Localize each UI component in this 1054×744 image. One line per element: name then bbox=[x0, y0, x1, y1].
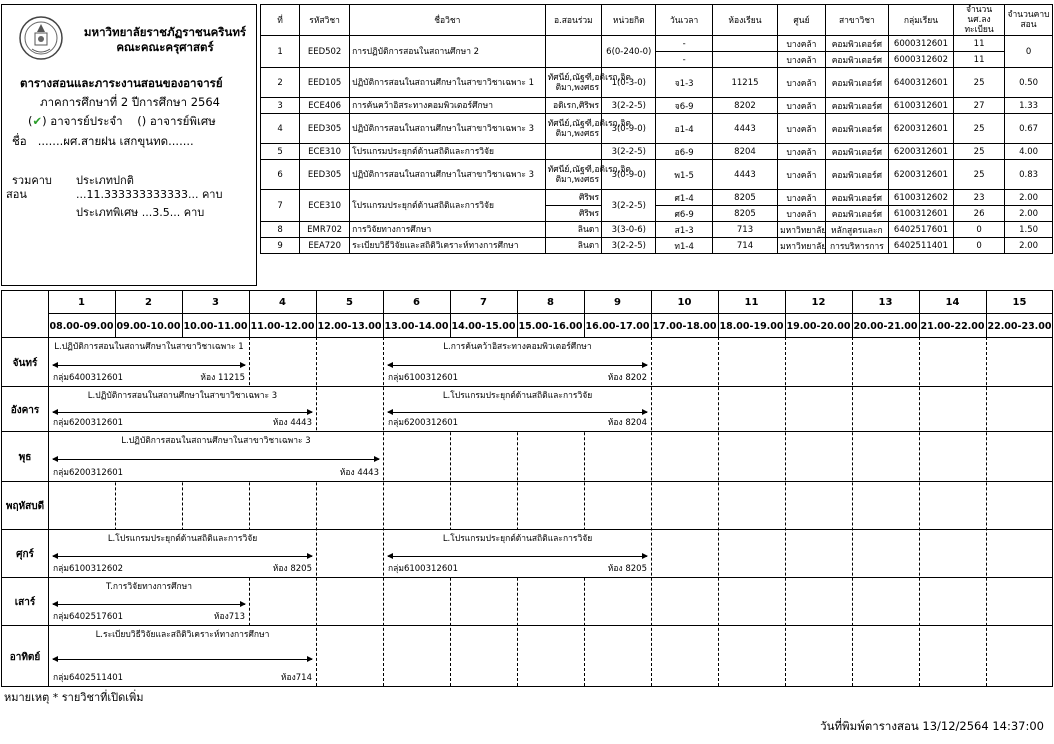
day-label: อาทิตย์ bbox=[9, 651, 41, 663]
course-cell-room: 8205 bbox=[712, 206, 777, 222]
course-cell-students: 25 bbox=[954, 114, 1005, 144]
col-header: ศูนย์ bbox=[778, 5, 826, 36]
slot-time: 09.00-10.00 bbox=[116, 321, 181, 332]
course-cell-room: 4443 bbox=[712, 114, 777, 144]
col-header: จำนวน นศ.ลงทะเบียน bbox=[954, 5, 1005, 36]
slot-time: 12.00-13.00 bbox=[317, 321, 382, 332]
col-header: กลุ่มเรียน bbox=[888, 5, 953, 36]
col-header: ชื่อวิชา bbox=[350, 5, 546, 36]
class-group: กลุ่ม6402517601 bbox=[53, 612, 124, 622]
duration-arrow-icon bbox=[388, 412, 647, 413]
weekly-schedule bbox=[1, 290, 1053, 687]
class-group: กลุ่ม6100312601 bbox=[388, 564, 459, 574]
course-cell-group: 6402517601 bbox=[888, 222, 953, 238]
class-title: L.ปฏิบัติการสอนในสถานศึกษาในสาขาวิชาเฉพาะ 3 bbox=[121, 436, 311, 446]
class-room: ห้อง 11215 bbox=[200, 373, 245, 383]
slot-time: 21.00-22.00 bbox=[920, 321, 985, 332]
duration-arrow-icon bbox=[53, 659, 312, 660]
class-room: ห้อง714 bbox=[280, 673, 312, 683]
course-cell-major: คอมพิวเตอร์ศ bbox=[825, 98, 888, 114]
course-row bbox=[261, 68, 1053, 98]
class-group: กลุ่ม6100312601 bbox=[388, 373, 459, 383]
course-cell-name: การค้นคว้าอิสระทางคอมพิวเตอร์ศึกษา bbox=[350, 98, 546, 114]
course-cell-major: คอมพิวเตอร์ศ bbox=[825, 144, 888, 160]
class-block bbox=[49, 626, 316, 686]
duration-arrow-icon bbox=[53, 556, 312, 557]
course-cell-credit: 3(2-2-5) bbox=[602, 238, 656, 254]
course-cell-center: บางคล้า bbox=[778, 144, 826, 160]
slot-number: 15 bbox=[1012, 297, 1027, 308]
course-cell-time: - bbox=[656, 36, 712, 52]
course-row bbox=[261, 144, 1053, 160]
col-header: สาขาวิชา bbox=[825, 5, 888, 36]
class-title: L.ปฏิบัติการสอนในสถานศึกษาในสาขาวิชาเฉพาะ 1 bbox=[54, 342, 244, 352]
course-cell-students: 26 bbox=[954, 206, 1005, 222]
page-title: ตารางสอนและภาระงานสอนของอาจารย์ bbox=[20, 76, 223, 90]
faculty-name: คณะคณะครุศาสตร์ bbox=[116, 40, 214, 54]
duration-arrow-icon bbox=[53, 459, 379, 460]
course-header-row bbox=[261, 5, 1053, 36]
col-header: อ.สอนร่วม bbox=[545, 5, 601, 36]
course-cell-group: 6100312601 bbox=[888, 206, 953, 222]
class-room: ห้อง 8205 bbox=[272, 564, 312, 574]
course-cell-room bbox=[712, 36, 777, 52]
slot-time: 17.00-18.00 bbox=[652, 321, 717, 332]
duration-arrow-icon bbox=[388, 365, 647, 366]
course-cell-group: 6402511401 bbox=[888, 238, 953, 254]
teacher-name bbox=[12, 133, 194, 151]
col-header: ห้องเรียน bbox=[712, 5, 777, 36]
course-cell-room: 8202 bbox=[712, 98, 777, 114]
class-room: ห้อง 8204 bbox=[607, 418, 647, 428]
course-cell-time: อ6-9 bbox=[656, 144, 712, 160]
class-room: ห้อง 4443 bbox=[339, 468, 379, 478]
class-block bbox=[49, 578, 249, 625]
course-cell-room: 4443 bbox=[712, 160, 777, 190]
course-cell-students: 23 bbox=[954, 190, 1005, 206]
class-room: ห้อง 8202 bbox=[607, 373, 647, 383]
course-cell-center: บางคล้า bbox=[778, 206, 826, 222]
slot-time: 08.00-09.00 bbox=[49, 321, 114, 332]
day-row-divider bbox=[2, 481, 1052, 482]
empty-check: () bbox=[137, 114, 147, 128]
col-header: จำนวนคาบสอน bbox=[1005, 5, 1053, 36]
slot-time: 10.00-11.00 bbox=[183, 321, 248, 332]
course-cell-code: ECE406 bbox=[300, 98, 350, 114]
course-cell-center: บางคล้า bbox=[778, 190, 826, 206]
name-value: .......ผศ.สายฝน เสกขุนทด....... bbox=[37, 134, 194, 148]
course-cell-name: โปรแกรมประยุกต์ด้านสถิติและการวิจัย bbox=[350, 190, 546, 222]
teacher-info-panel bbox=[1, 4, 257, 286]
course-cell-no: 4 bbox=[261, 114, 300, 144]
course-cell-room: 713 bbox=[712, 222, 777, 238]
course-cell-students: 25 bbox=[954, 160, 1005, 190]
day-row-divider bbox=[2, 686, 1052, 687]
slot-divider-dashed bbox=[986, 337, 987, 686]
course-cell-code: ECE310 bbox=[300, 144, 350, 160]
class-room: ห้อง 8205 bbox=[607, 564, 647, 574]
course-cell-center: บางคล้า bbox=[778, 98, 826, 114]
course-cell-credit: 1(0-3-0) bbox=[602, 68, 656, 98]
slot-number: 5 bbox=[346, 297, 353, 308]
course-cell-time: อ1-4 bbox=[656, 114, 712, 144]
course-cell-group: 6200312601 bbox=[888, 144, 953, 160]
course-cell-major: หลักสูตรและก bbox=[825, 222, 888, 238]
course-cell-major: คอมพิวเตอร์ศ bbox=[825, 52, 888, 68]
slot-time: 22.00-23.00 bbox=[987, 321, 1052, 332]
slot-divider-dashed bbox=[785, 337, 786, 686]
check-mark-icon: ✔ bbox=[32, 114, 43, 128]
slot-time: 15.00-16.00 bbox=[518, 321, 583, 332]
course-cell-co: ศิริพร bbox=[545, 190, 601, 206]
course-cell-time: - bbox=[656, 52, 712, 68]
course-cell-center: บางคล้า bbox=[778, 52, 826, 68]
slot-number: 6 bbox=[413, 297, 420, 308]
course-cell-group: 6000312601 bbox=[888, 36, 953, 52]
top-section bbox=[1, 4, 1053, 286]
course-cell-name: ปฏิบัติการสอนในสถานศึกษาในสาขาวิชาเฉพาะ 3 bbox=[350, 160, 546, 190]
slot-number: 10 bbox=[677, 297, 692, 308]
class-title: L.โปรแกรมประยุกต์ด้านสถิติและการวิจัย bbox=[442, 534, 593, 544]
course-cell-co bbox=[545, 36, 601, 68]
col-header: รหัสวิชา bbox=[300, 5, 350, 36]
course-cell-center: บางคล้า bbox=[778, 114, 826, 144]
course-cell-credit: 3(2-2-5) bbox=[602, 144, 656, 160]
slot-time: 16.00-17.00 bbox=[585, 321, 650, 332]
course-cell-time: จ6-9 bbox=[656, 98, 712, 114]
slot-number: 7 bbox=[480, 297, 487, 308]
slot-number: 8 bbox=[547, 297, 554, 308]
class-title: L.ระเบียบวิธีวิจัยและสถิติวิเคราะห์ทางการศึกษา bbox=[95, 630, 270, 640]
course-cell-room: 8204 bbox=[712, 144, 777, 160]
check-close: ) bbox=[42, 114, 47, 128]
course-cell-credit: 3(3-0-6) bbox=[602, 222, 656, 238]
course-cell-major: คอมพิวเตอร์ศ bbox=[825, 206, 888, 222]
course-cell-periods: 1.33 bbox=[1005, 98, 1053, 114]
day-label: ศุกร์ bbox=[16, 549, 34, 560]
course-cell-co: ทัศนีย์,ณัฐฑี,อดิเรก,จิตติมา,พงศธร bbox=[545, 160, 601, 190]
slot-number: 1 bbox=[78, 297, 85, 308]
course-cell-group: 6000312602 bbox=[888, 52, 953, 68]
course-cell-group: 6100312601 bbox=[888, 98, 953, 114]
course-table bbox=[260, 4, 1053, 254]
course-cell-co: ทัศนีย์,ณัฐฑี,อดิเรก,จิตติมา,พงศธร bbox=[545, 68, 601, 98]
course-cell-center: มหาวิทยาลัย bbox=[778, 238, 826, 254]
duration-arrow-icon bbox=[53, 412, 312, 413]
course-cell-students: 11 bbox=[954, 36, 1005, 52]
university-heading bbox=[76, 25, 254, 55]
course-cell-no: 8 bbox=[261, 222, 300, 238]
course-cell-periods: 2.00 bbox=[1005, 190, 1053, 206]
course-cell-room: 11215 bbox=[712, 68, 777, 98]
course-cell-center: บางคล้า bbox=[778, 160, 826, 190]
course-cell-code: ECE310 bbox=[300, 190, 350, 222]
course-cell-co bbox=[545, 144, 601, 160]
duration-arrow-icon bbox=[53, 365, 245, 366]
slot-number: 4 bbox=[279, 297, 286, 308]
course-cell-no: 3 bbox=[261, 98, 300, 114]
day-label: จันทร์ bbox=[12, 357, 38, 369]
regular-label: ประเภทปกติ bbox=[76, 174, 134, 187]
course-row bbox=[261, 160, 1053, 190]
slot-divider-dashed bbox=[718, 337, 719, 686]
class-block bbox=[384, 338, 651, 386]
university-seal-icon bbox=[18, 15, 64, 61]
day-label: พุธ bbox=[18, 452, 32, 463]
course-cell-co: ทัศนีย์,ณัฐฑี,อดิเรก,จิตติมา,พงศธร bbox=[545, 114, 601, 144]
course-row bbox=[261, 36, 1053, 52]
slot-number: 13 bbox=[878, 297, 893, 308]
course-cell-periods: 2.00 bbox=[1005, 206, 1053, 222]
teacher-type bbox=[28, 113, 216, 131]
sum-label-1: รวมคาบ bbox=[12, 174, 52, 187]
course-cell-co: อดิเรก,ศิริพร bbox=[545, 98, 601, 114]
class-title: L.ปฏิบัติการสอนในสถานศึกษาในสาขาวิชาเฉพาะ 3 bbox=[87, 391, 278, 401]
course-cell-periods: 0 bbox=[1005, 36, 1053, 68]
slot-time: 18.00-19.00 bbox=[719, 321, 784, 332]
slot-divider-dashed bbox=[651, 337, 652, 686]
course-cell-name: ปฏิบัติการสอนในสถานศึกษาในสาขาวิชาเฉพาะ 3 bbox=[350, 114, 546, 144]
course-cell-code: EED305 bbox=[300, 114, 350, 144]
class-group: กลุ่ม6400312601 bbox=[53, 373, 124, 383]
course-cell-time: ส1-3 bbox=[656, 222, 712, 238]
slot-divider-dashed bbox=[852, 337, 853, 686]
course-row bbox=[261, 114, 1053, 144]
slot-divider-dashed bbox=[919, 337, 920, 686]
course-cell-center: บางคล้า bbox=[778, 36, 826, 52]
course-cell-students: 25 bbox=[954, 68, 1005, 98]
course-cell-no: 7 bbox=[261, 190, 300, 222]
course-cell-center: มหาวิทยาลัย bbox=[778, 222, 826, 238]
course-cell-time: จ1-3 bbox=[656, 68, 712, 98]
course-cell-code: EEA720 bbox=[300, 238, 350, 254]
header-divider bbox=[48, 313, 1052, 314]
slot-number: 9 bbox=[614, 297, 621, 308]
class-group: กลุ่ม6200312601 bbox=[53, 418, 124, 428]
class-group: กลุ่ม6100312602 bbox=[53, 564, 124, 574]
course-cell-name: ปฏิบัติการสอนในสถานศึกษาในสาขาวิชาเฉพาะ 1 bbox=[350, 68, 546, 98]
class-group: กลุ่ม6200312601 bbox=[53, 468, 124, 478]
slot-divider-dashed bbox=[316, 337, 317, 686]
course-cell-no: 1 bbox=[261, 36, 300, 68]
course-cell-center: บางคล้า bbox=[778, 68, 826, 98]
slot-number: 2 bbox=[145, 297, 152, 308]
course-cell-credit: 6(0-240-0) bbox=[602, 36, 656, 68]
course-cell-students: 25 bbox=[954, 144, 1005, 160]
course-cell-periods: 2.00 bbox=[1005, 238, 1053, 254]
name-label: ชื่อ bbox=[12, 134, 27, 148]
class-room: ห้อง 4443 bbox=[272, 418, 312, 428]
course-cell-code: EED502 bbox=[300, 36, 350, 68]
course-cell-time: ท1-4 bbox=[656, 238, 712, 254]
class-block bbox=[384, 387, 651, 431]
course-cell-room: 8205 bbox=[712, 190, 777, 206]
class-title: L.โปรแกรมประยุกต์ด้านสถิติและการวิจัย bbox=[442, 391, 593, 401]
course-cell-major: การบริหารการ bbox=[825, 238, 888, 254]
course-cell-group: 6100312602 bbox=[888, 190, 953, 206]
course-cell-periods: 0.67 bbox=[1005, 114, 1053, 144]
course-cell-group: 6400312601 bbox=[888, 68, 953, 98]
duration-arrow-icon bbox=[53, 604, 245, 605]
course-cell-name: การปฏิบัติการสอนในสถานศึกษา 2 bbox=[350, 36, 546, 68]
slot-number: 12 bbox=[811, 297, 826, 308]
regular-periods: ...11.333333333333... คาบ bbox=[76, 188, 223, 201]
course-cell-code: EMR702 bbox=[300, 222, 350, 238]
course-cell-room: 714 bbox=[712, 238, 777, 254]
class-title: T.การวิจัยทางการศึกษา bbox=[105, 582, 193, 592]
check-open: ( bbox=[28, 114, 33, 128]
course-cell-periods: 4.00 bbox=[1005, 144, 1053, 160]
class-block bbox=[49, 432, 383, 481]
term-label: ภาคการศึกษาที่ 2 ปีการศึกษา 2564 bbox=[40, 95, 220, 109]
type-regular-label: อาจารย์ประจำ bbox=[50, 114, 123, 128]
course-cell-students: 11 bbox=[954, 52, 1005, 68]
col-header: หน่วยกิต bbox=[602, 5, 656, 36]
slot-number: 11 bbox=[744, 297, 759, 308]
course-cell-co: ลินดา bbox=[545, 222, 601, 238]
slot-number: 3 bbox=[212, 297, 219, 308]
class-group: กลุ่ม6402511401 bbox=[53, 673, 124, 683]
course-row bbox=[261, 98, 1053, 114]
course-cell-name: โปรแกรมประยุกต์ด้านสถิติและการวิจัย bbox=[350, 144, 546, 160]
class-title: L.โปรแกรมประยุกต์ด้านสถิติและการวิจัย bbox=[107, 534, 258, 544]
slot-time: 13.00-14.00 bbox=[384, 321, 449, 332]
course-row bbox=[261, 222, 1053, 238]
course-cell-group: 6200312601 bbox=[888, 160, 953, 190]
day-label: อังคาร bbox=[10, 404, 40, 416]
col-header: วันเวลา bbox=[656, 5, 712, 36]
course-cell-credit: 3(2-2-5) bbox=[602, 98, 656, 114]
slot-time: 20.00-21.00 bbox=[853, 321, 918, 332]
col-header: ที่ bbox=[261, 5, 300, 36]
day-label: พฤหัสบดี bbox=[5, 501, 45, 512]
course-row bbox=[261, 190, 1053, 206]
course-cell-periods: 0.50 bbox=[1005, 68, 1053, 98]
course-cell-credit: 3(0-9-0) bbox=[602, 114, 656, 144]
course-cell-group: 6200312601 bbox=[888, 114, 953, 144]
course-cell-code: EED305 bbox=[300, 160, 350, 190]
class-block bbox=[49, 387, 316, 431]
course-cell-time: พ1-5 bbox=[656, 160, 712, 190]
course-cell-major: คอมพิวเตอร์ศ bbox=[825, 36, 888, 52]
course-cell-periods: 0.83 bbox=[1005, 160, 1053, 190]
slot-time: 11.00-12.00 bbox=[250, 321, 315, 332]
course-cell-credit: 3(0-9-0) bbox=[602, 160, 656, 190]
course-cell-name: ระเบียบวิธีวิจัยและสถิติวิเคราะห์ทางการศึกษา bbox=[350, 238, 546, 254]
type-special-label: อาจารย์พิเศษ bbox=[149, 114, 216, 128]
course-cell-students: 0 bbox=[954, 222, 1005, 238]
course-cell-major: คอมพิวเตอร์ศ bbox=[825, 160, 888, 190]
course-cell-credit: 3(2-2-5) bbox=[602, 190, 656, 222]
class-title: L.การค้นคว้าอิสระทางคอมพิวเตอร์ศึกษา bbox=[443, 342, 592, 352]
course-cell-major: คอมพิวเตอร์ศ bbox=[825, 114, 888, 144]
course-cell-periods: 1.50 bbox=[1005, 222, 1053, 238]
course-cell-room bbox=[712, 52, 777, 68]
course-cell-no: 2 bbox=[261, 68, 300, 98]
duration-arrow-icon bbox=[388, 556, 647, 557]
class-block bbox=[49, 338, 249, 386]
sum-label-2: สอน bbox=[6, 188, 27, 201]
class-group: กลุ่ม6200312601 bbox=[388, 418, 459, 428]
course-cell-name: การวิจัยทางการศึกษา bbox=[350, 222, 546, 238]
course-cell-no: 9 bbox=[261, 238, 300, 254]
course-row bbox=[261, 238, 1053, 254]
special-periods: ประเภทพิเศษ ...3.5... คาบ bbox=[76, 206, 205, 219]
course-cell-co: ลินดา bbox=[545, 238, 601, 254]
remark: หมายเหตุ * รายวิชาที่เปิดเพิ่ม bbox=[4, 691, 144, 704]
class-block bbox=[384, 530, 651, 577]
class-room: ห้อง713 bbox=[213, 612, 245, 622]
course-cell-no: 6 bbox=[261, 160, 300, 190]
slot-time: 14.00-15.00 bbox=[451, 321, 516, 332]
course-cell-code: EED105 bbox=[300, 68, 350, 98]
course-cell-time: ศ1-4 bbox=[656, 190, 712, 206]
class-block bbox=[49, 530, 316, 577]
printed-timestamp: วันที่พิมพ์ตารางสอน 13/12/2564 14:37:00 bbox=[820, 719, 1044, 733]
course-cell-no: 5 bbox=[261, 144, 300, 160]
slot-number: 14 bbox=[945, 297, 960, 308]
university-name: มหาวิทยาลัยราชภัฏราชนครินทร์ bbox=[83, 25, 247, 39]
slot-time: 19.00-20.00 bbox=[786, 321, 851, 332]
course-cell-students: 0 bbox=[954, 238, 1005, 254]
course-cell-major: คอมพิวเตอร์ศ bbox=[825, 68, 888, 98]
course-cell-students: 27 bbox=[954, 98, 1005, 114]
day-label: เสาร์ bbox=[14, 597, 36, 608]
course-cell-co: ศิริพร bbox=[545, 206, 601, 222]
course-cell-time: ศ6-9 bbox=[656, 206, 712, 222]
course-cell-major: คอมพิวเตอร์ศ bbox=[825, 190, 888, 206]
